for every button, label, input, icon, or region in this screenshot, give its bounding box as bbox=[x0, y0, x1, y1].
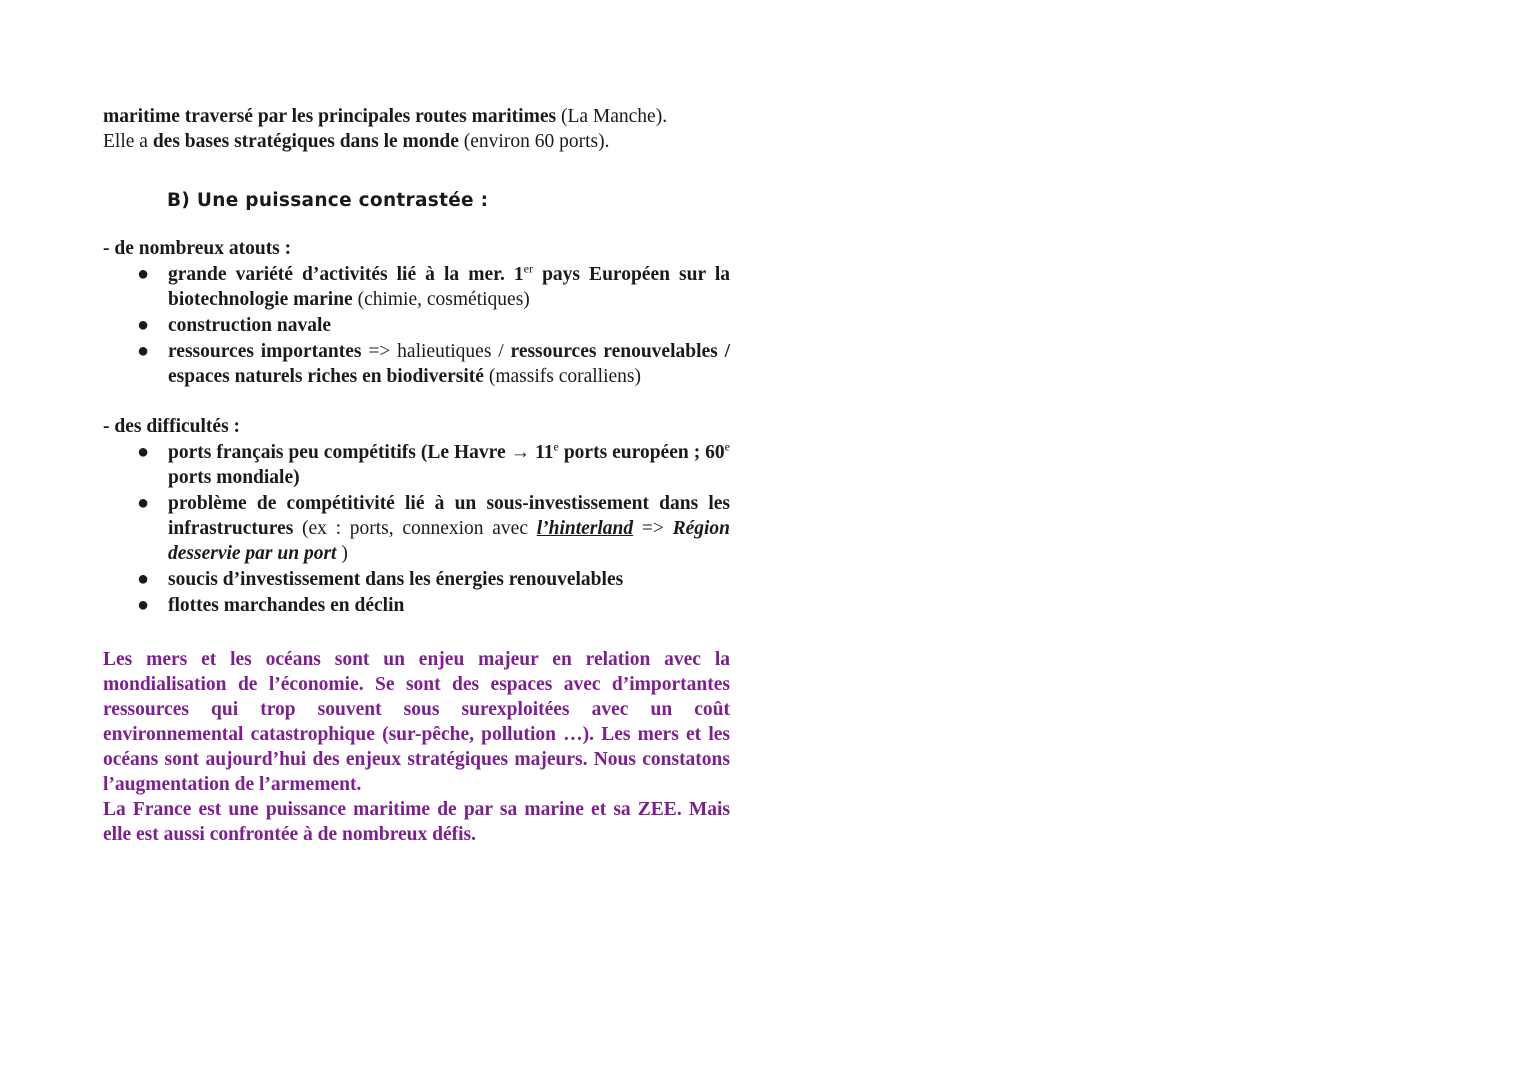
section-heading: B) Une puissance contrastée : bbox=[167, 190, 489, 211]
hinterland-definition: Région desservie par un port bbox=[168, 518, 730, 564]
list-item bbox=[137, 261, 730, 312]
item-plain: (chimie, cosmétiques) bbox=[352, 289, 530, 310]
bullet-icon: ● bbox=[137, 340, 150, 362]
bullet-icon: ● bbox=[137, 314, 150, 336]
atouts-label: - de nombreux atouts : bbox=[103, 238, 292, 259]
difficultes-list bbox=[103, 440, 730, 618]
conclusion-paragraph-1: Les mers et les océans sont un enjeu majeur en relation avec la mondialisation de l’économie. Se sont des espaces avec d’importantes ressources qui trop souvent sous surexploitées avec un coût environnemental catastrophique (sur-pêche, pollution …). Les mers et les océans sont aujourd’hui des enjeux stratégiques majeurs. Nous constatons l’augmentation de l’armement. bbox=[103, 649, 730, 795]
item-bold: problème de compétitivité lié à un sous-investissement dans les infrastructures bbox=[168, 493, 730, 539]
bullet-icon: ● bbox=[137, 441, 150, 463]
list-item bbox=[137, 313, 730, 338]
conclusion-paragraph-2: La France est une puissance maritime de par sa marine et sa ZEE. Mais elle est aussi confrontée à de nombreux défis. bbox=[103, 799, 730, 845]
document-content bbox=[103, 104, 730, 847]
intro-line2-a: Elle a bbox=[103, 131, 153, 152]
atouts-list bbox=[103, 262, 730, 389]
intro-line1-bold: maritime traversé par les principales routes maritimes bbox=[103, 106, 557, 127]
item-superscript: er bbox=[523, 261, 533, 276]
item-bold: ressources renouvelables / espaces naturels riches en biodiversité bbox=[168, 341, 731, 387]
list-item bbox=[137, 491, 730, 566]
bullet-icon: ● bbox=[137, 492, 150, 514]
conclusion bbox=[103, 647, 730, 847]
item-plain: => halieutiques / bbox=[361, 341, 511, 362]
item-bold: ports mondiale) bbox=[168, 467, 300, 488]
item-bold: ressources importantes bbox=[168, 341, 362, 362]
item-bold: grande variété d’activités lié à la mer. 1 bbox=[168, 264, 524, 285]
list-item bbox=[137, 593, 730, 618]
difficultes-label: - des difficultés : bbox=[103, 416, 241, 437]
list-item bbox=[137, 339, 731, 389]
intro-paragraph bbox=[103, 104, 730, 154]
item-plain: ) bbox=[336, 543, 348, 564]
item-superscript: e bbox=[724, 439, 730, 454]
intro-line1-plain: (La Manche). bbox=[556, 106, 668, 127]
item-bold: pays Européen sur la biotechnologie marine bbox=[168, 264, 730, 310]
list-item bbox=[137, 567, 730, 592]
intro-line2-bold: des bases stratégiques dans le monde bbox=[152, 131, 459, 152]
item-bold: flottes marchandes en déclin bbox=[168, 595, 405, 616]
list-item bbox=[137, 439, 730, 490]
item-plain: => bbox=[633, 518, 673, 539]
item-bold: ports français peu compétitifs (Le Havre → 11 bbox=[168, 442, 554, 463]
item-plain: (ex : ports, connexion avec bbox=[293, 518, 537, 539]
hinterland-term: l’hinterland bbox=[536, 518, 634, 539]
item-bold: construction navale bbox=[168, 315, 332, 336]
bullet-icon: ● bbox=[137, 568, 150, 590]
item-superscript: e bbox=[553, 439, 559, 454]
bullet-icon: ● bbox=[137, 263, 150, 285]
item-plain: (massifs coralliens) bbox=[483, 366, 641, 387]
bullet-icon: ● bbox=[137, 594, 150, 616]
item-bold: ports européen ; 60 bbox=[558, 442, 725, 463]
item-bold: soucis d’investissement dans les énergies renouvelables bbox=[168, 569, 624, 590]
intro-line2-plain: (environ 60 ports). bbox=[458, 131, 610, 152]
